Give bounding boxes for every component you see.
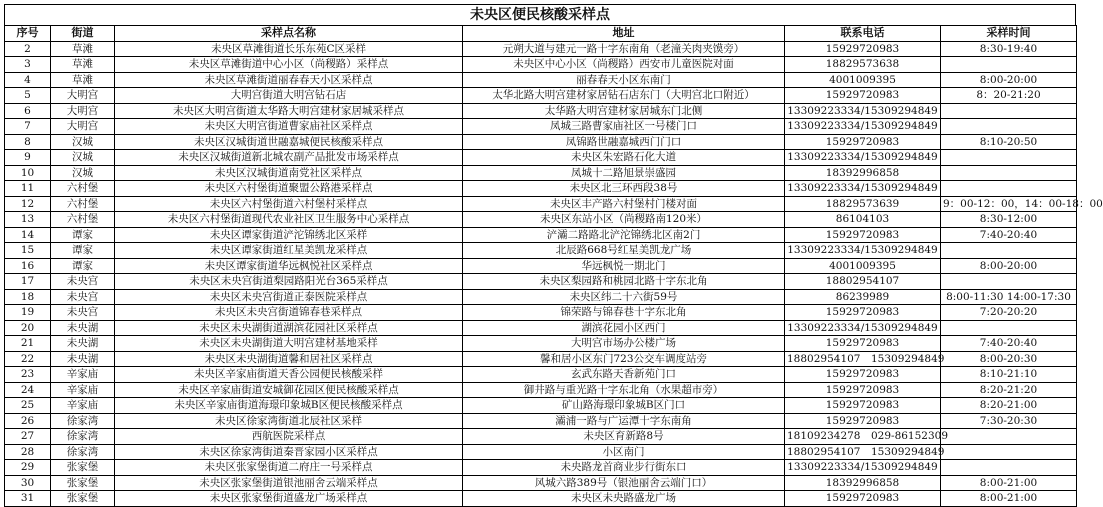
header-index[interactable]: 序号: [5, 26, 51, 42]
cell-index[interactable]: 18: [5, 289, 51, 305]
cell-hours[interactable]: [941, 150, 1077, 166]
cell-phone[interactable]: 15929720983: [785, 305, 941, 321]
table-row: [5, 274, 1077, 290]
cell-site-name[interactable]: 未央区未央湖街道湖滨花园社区采样点: [115, 320, 463, 336]
cell-hours[interactable]: 8:20-21:00: [941, 398, 1077, 414]
table-row: [5, 181, 1077, 197]
cell-phone[interactable]: 15929720983: [785, 413, 941, 429]
cell-hours[interactable]: 8:20-21:20: [941, 382, 1077, 398]
cell-street[interactable]: 未央宫: [51, 305, 115, 321]
cell-index[interactable]: 13: [5, 212, 51, 228]
table-row: [5, 134, 1077, 150]
cell-site-name[interactable]: 未央区辛家庙街道海璟印象城B区便民核酸采样点: [115, 398, 463, 414]
cell-street[interactable]: 六村堡: [51, 181, 115, 197]
cell-phone[interactable]: 15929720983: [785, 88, 941, 104]
header-phone[interactable]: 联系电话: [785, 26, 941, 42]
cell-site-name[interactable]: 未央区草滩街道长乐东苑C区采样: [115, 41, 463, 57]
cell-site-name[interactable]: 西航医院采样点: [115, 429, 463, 445]
cell-hours[interactable]: 8:10-21:10: [941, 367, 1077, 383]
table-row: [5, 289, 1077, 305]
cell-index[interactable]: 31: [5, 491, 51, 507]
cell-address[interactable]: 华远枫悦一期北门: [463, 258, 785, 274]
cell-street[interactable]: 谭家: [51, 258, 115, 274]
cell-street[interactable]: 未央湖: [51, 351, 115, 367]
cell-site-name[interactable]: 未央区未央湖街道大明宫建材基地采样: [115, 336, 463, 352]
cell-phone[interactable]: 86104103: [785, 212, 941, 228]
table-row: [5, 382, 1077, 398]
table-row: [5, 336, 1077, 352]
header-site-name[interactable]: 采样点名称: [115, 26, 463, 42]
cell-address[interactable]: 玄武东路天香新苑门口: [463, 367, 785, 383]
cell-hours[interactable]: 8:30-12:00: [941, 212, 1077, 228]
cell-address[interactable]: 未央区东站小区（尚稷路南120米）: [463, 212, 785, 228]
cell-street[interactable]: 张家堡: [51, 491, 115, 507]
cell-street[interactable]: 徐家湾: [51, 429, 115, 445]
cell-phone[interactable]: 18109234278 029-86152309: [785, 429, 941, 445]
cell-site-name[interactable]: 未央区辛家庙街道安城御花园区便民核酸采样点: [115, 382, 463, 398]
cell-street[interactable]: 六村堡: [51, 196, 115, 212]
table-row: [5, 212, 1077, 228]
cell-address[interactable]: 大明宫市场办公楼广场: [463, 336, 785, 352]
cell-site-name[interactable]: 未央区汉城街道南党社区采样点: [115, 165, 463, 181]
table-row: [5, 243, 1077, 259]
table-row: [5, 305, 1077, 321]
cell-address[interactable]: 未央区丰产路六村堡村门楼对面: [463, 196, 785, 212]
cell-site-name[interactable]: 未央区汉城街道新北城农副产品批发市场采样点: [115, 150, 463, 166]
table-row: [5, 227, 1077, 243]
cell-index[interactable]: 26: [5, 413, 51, 429]
cell-index[interactable]: 21: [5, 336, 51, 352]
cell-index[interactable]: 3: [5, 57, 51, 73]
cell-site-name[interactable]: 未央区谭家街道华远枫悦社区采样点: [115, 258, 463, 274]
cell-index[interactable]: 14: [5, 227, 51, 243]
cell-index[interactable]: 17: [5, 274, 51, 290]
cell-index[interactable]: 7: [5, 119, 51, 135]
cell-hours[interactable]: 8:00-20:30: [941, 351, 1077, 367]
cell-street[interactable]: 张家堡: [51, 475, 115, 491]
cell-address[interactable]: 风城六路389号（银池丽舍云端门口）: [463, 475, 785, 491]
cell-site-name[interactable]: 未央区六村堡街道现代农业社区卫生服务中心采样点: [115, 212, 463, 228]
cell-address[interactable]: 元朔大道与建元一路十字东南角（老潼关肉夹馍旁）: [463, 41, 785, 57]
cell-phone[interactable]: 86239989: [785, 289, 941, 305]
cell-phone[interactable]: 18802954107 15309294849: [785, 351, 941, 367]
cell-phone[interactable]: 4001009395: [785, 72, 941, 88]
cell-phone[interactable]: 15929720983: [785, 491, 941, 507]
cell-phone[interactable]: 15929720983: [785, 134, 941, 150]
cell-phone[interactable]: 4001009395: [785, 258, 941, 274]
cell-street[interactable]: 汉城: [51, 150, 115, 166]
cell-street[interactable]: 大明宫: [51, 119, 115, 135]
cell-address[interactable]: 小区南门: [463, 444, 785, 460]
table-row: [5, 88, 1077, 104]
cell-phone[interactable]: 15929720983: [785, 336, 941, 352]
cell-index[interactable]: 30: [5, 475, 51, 491]
cell-hours[interactable]: [941, 243, 1077, 259]
table-row: [5, 398, 1077, 414]
cell-index[interactable]: 22: [5, 351, 51, 367]
cell-address[interactable]: 未央路龙首商业步行街东口: [463, 460, 785, 476]
cell-address[interactable]: 凤城十二路旭景崇盛园: [463, 165, 785, 181]
cell-site-name[interactable]: 未央区张家堡街道银池丽舍云端采样点: [115, 475, 463, 491]
cell-address[interactable]: 未央区梨园路和桃园北路十字东北角: [463, 274, 785, 290]
spreadsheet: [4, 4, 1103, 507]
table-row: [5, 57, 1077, 73]
sheet-title: 未央区便民核酸采样点: [4, 4, 1076, 25]
cell-index[interactable]: 20: [5, 320, 51, 336]
sampling-points-table: [4, 25, 1103, 507]
header-row: [5, 26, 1077, 42]
cell-street[interactable]: 草滩: [51, 41, 115, 57]
cell-hours[interactable]: [941, 119, 1077, 135]
cell-index[interactable]: 2: [5, 41, 51, 57]
cell-hours[interactable]: 8：20-21:20: [941, 88, 1077, 104]
cell-address[interactable]: 锦荣路与锦春巷十字东北角: [463, 305, 785, 321]
cell-street[interactable]: 汉城: [51, 165, 115, 181]
cell-phone[interactable]: 18802954107 15309294849: [785, 444, 941, 460]
cell-index[interactable]: 16: [5, 258, 51, 274]
cell-phone[interactable]: 18829573638: [785, 57, 941, 73]
cell-index[interactable]: 9: [5, 150, 51, 166]
cell-address[interactable]: 浐灞二路路北浐沱锦绣北区南2门: [463, 227, 785, 243]
cell-street[interactable]: 徐家湾: [51, 444, 115, 460]
cell-hours[interactable]: [941, 429, 1077, 445]
cell-hours[interactable]: [941, 181, 1077, 197]
cell-site-name[interactable]: 未央区六村堡街道聚盟公路港采样点: [115, 181, 463, 197]
cell-site-name[interactable]: 未央区草滩街道中心小区（尚稷路）采样点: [115, 57, 463, 73]
cell-street[interactable]: 草滩: [51, 72, 115, 88]
cell-index[interactable]: 5: [5, 88, 51, 104]
cell-street[interactable]: 张家堡: [51, 460, 115, 476]
cell-index[interactable]: 12: [5, 196, 51, 212]
cell-site-name[interactable]: 未央区未央宫街道锦春巷采样点: [115, 305, 463, 321]
cell-site-name[interactable]: 未央区汉城街道世融嘉城便民核酸采样点: [115, 134, 463, 150]
table-row: [5, 429, 1077, 445]
cell-site-name[interactable]: 未央区谭家街道红星美凯龙采样点: [115, 243, 463, 259]
header-address[interactable]: 地址: [463, 26, 785, 42]
cell-address[interactable]: 凤城三路曹家庙社区一号楼门口: [463, 119, 785, 135]
header-street[interactable]: 街道: [51, 26, 115, 42]
cell-index[interactable]: 4: [5, 72, 51, 88]
cell-hours[interactable]: 7:30-20:30: [941, 413, 1077, 429]
cell-site-name[interactable]: 未央区谭家街道浐沱锦绣北区采样: [115, 227, 463, 243]
cell-phone[interactable]: 13309223334/15309294849: [785, 320, 941, 336]
table-row: [5, 351, 1077, 367]
cell-phone[interactable]: 15929720983: [785, 367, 941, 383]
cell-hours[interactable]: [941, 165, 1077, 181]
table-row: [5, 41, 1077, 57]
table-row: [5, 413, 1077, 429]
cell-street[interactable]: 六村堡: [51, 212, 115, 228]
table-row: [5, 119, 1077, 135]
table-row: [5, 165, 1077, 181]
cell-site-name[interactable]: 未央区未央宫街道梨园路阳光台365采样点: [115, 274, 463, 290]
cell-site-name[interactable]: 未央区未央宫街道正泰医院采样点: [115, 289, 463, 305]
cell-street[interactable]: 草滩: [51, 57, 115, 73]
table-row: [5, 196, 1077, 212]
cell-hours[interactable]: 8:00-20:00: [941, 72, 1077, 88]
cell-street[interactable]: 未央湖: [51, 336, 115, 352]
cell-index[interactable]: 27: [5, 429, 51, 445]
cell-address[interactable]: 北辰路668号红星美凯龙广场: [463, 243, 785, 259]
cell-phone[interactable]: 15929720983: [785, 382, 941, 398]
cell-phone[interactable]: 15929720983: [785, 398, 941, 414]
header-hours[interactable]: 采样时间: [941, 26, 1077, 42]
cell-hours[interactable]: [941, 57, 1077, 73]
cell-phone[interactable]: 18829573639: [785, 196, 941, 212]
cell-address[interactable]: 御井路与重光路十字东北角（水果超市旁）: [463, 382, 785, 398]
table-row: [5, 367, 1077, 383]
cell-phone[interactable]: 13309223334/15309294849: [785, 181, 941, 197]
cell-address[interactable]: 未央区育新路8号: [463, 429, 785, 445]
cell-hours[interactable]: [941, 103, 1077, 119]
table-row: [5, 475, 1077, 491]
cell-address[interactable]: 矿山路海璟印象城B区门口: [463, 398, 785, 414]
table-row: [5, 320, 1077, 336]
cell-address[interactable]: 馨和居小区东门723公交车调度站旁: [463, 351, 785, 367]
cell-address[interactable]: 未央区未央路盛龙广场: [463, 491, 785, 507]
cell-phone[interactable]: 18392996858: [785, 475, 941, 491]
cell-index[interactable]: 15: [5, 243, 51, 259]
cell-street[interactable]: 辛家庙: [51, 367, 115, 383]
cell-site-name[interactable]: 未央区徐家湾街道秦晋家园小区采样点: [115, 444, 463, 460]
cell-street[interactable]: 未央宫: [51, 289, 115, 305]
cell-index[interactable]: 28: [5, 444, 51, 460]
cell-address[interactable]: 凤锦路世融嘉城西门门口: [463, 134, 785, 150]
cell-street[interactable]: 汉城: [51, 134, 115, 150]
table-row: [5, 150, 1077, 166]
table-row: [5, 258, 1077, 274]
cell-hours[interactable]: [941, 320, 1077, 336]
cell-hours[interactable]: 9：00-12：00，14：00-18：00: [941, 196, 1077, 212]
table-body: [5, 41, 1103, 506]
cell-hours[interactable]: 7:20-20:20: [941, 305, 1077, 321]
cell-hours[interactable]: 7:40-20:40: [941, 227, 1077, 243]
cell-address[interactable]: 未央区北三环西段38号: [463, 181, 785, 197]
cell-hours[interactable]: 8:00-20:00: [941, 258, 1077, 274]
cell-street[interactable]: 辛家庙: [51, 398, 115, 414]
cell-street[interactable]: 谭家: [51, 227, 115, 243]
cell-hours[interactable]: [941, 444, 1077, 460]
cell-street[interactable]: 未央宫: [51, 274, 115, 290]
cell-address[interactable]: 丽春春天小区东南门: [463, 72, 785, 88]
cell-address[interactable]: 灞浦一路与广运潭十字东南角: [463, 413, 785, 429]
cell-index[interactable]: 10: [5, 165, 51, 181]
cell-phone[interactable]: 18802954107: [785, 274, 941, 290]
cell-street[interactable]: 徐家湾: [51, 413, 115, 429]
cell-index[interactable]: 24: [5, 382, 51, 398]
cell-index[interactable]: 23: [5, 367, 51, 383]
cell-site-name[interactable]: 未央区六村堡街道六村堡村采样点: [115, 196, 463, 212]
cell-site-name[interactable]: 未央区张家堡街道二府庄一号采样点: [115, 460, 463, 476]
cell-site-name[interactable]: 大明宫街道大明宫钻石店: [115, 88, 463, 104]
cell-site-name[interactable]: 未央区辛家庙街道天香公园便民核酸采样: [115, 367, 463, 383]
cell-phone[interactable]: 13309223334/15309294849: [785, 243, 941, 259]
cell-index[interactable]: 8: [5, 134, 51, 150]
cell-hours[interactable]: 8:30-19:40: [941, 41, 1077, 57]
cell-index[interactable]: 29: [5, 460, 51, 476]
cell-hours[interactable]: 8:00-21:00: [941, 475, 1077, 491]
cell-phone[interactable]: 15929720983: [785, 227, 941, 243]
cell-street[interactable]: 大明宫: [51, 88, 115, 104]
cell-hours[interactable]: [941, 274, 1077, 290]
table-row: [5, 103, 1077, 119]
table-row: [5, 491, 1077, 507]
table-row: [5, 460, 1077, 476]
cell-address[interactable]: 太华路大明宫建材家居城东门北侧: [463, 103, 785, 119]
cell-index[interactable]: 19: [5, 305, 51, 321]
cell-hours[interactable]: [941, 460, 1077, 476]
cell-site-name[interactable]: 未央区张家堡街道盛龙广场采样点: [115, 491, 463, 507]
cell-site-name[interactable]: 未央区大明宫街道太华路大明宫建材家居城采样点: [115, 103, 463, 119]
cell-street[interactable]: 谭家: [51, 243, 115, 259]
table-row: [5, 72, 1077, 88]
cell-address[interactable]: 太华北路大明宫建材家居钻石店东门（大明宫北口附近）: [463, 88, 785, 104]
cell-site-name[interactable]: 未央区草滩街道丽春春天小区采样点: [115, 72, 463, 88]
cell-phone[interactable]: 13309223334/15309294849: [785, 150, 941, 166]
cell-address[interactable]: 未央区中心小区（尚稷路）西安市儿童医院对面: [463, 57, 785, 73]
cell-hours[interactable]: 8:00-21:00: [941, 491, 1077, 507]
cell-phone[interactable]: 13309223334/15309294849: [785, 103, 941, 119]
cell-phone[interactable]: 18392996858: [785, 165, 941, 181]
cell-index[interactable]: 6: [5, 103, 51, 119]
cell-phone[interactable]: 15929720983: [785, 41, 941, 57]
cell-site-name[interactable]: 未央区未央湖街道馨和居社区采样点: [115, 351, 463, 367]
table-row: [5, 444, 1077, 460]
cell-address[interactable]: 未央区纬二十六街59号: [463, 289, 785, 305]
cell-hours[interactable]: 8:00-11:30 14:00-17:30: [941, 289, 1077, 305]
cell-street[interactable]: 辛家庙: [51, 382, 115, 398]
cell-site-name[interactable]: 未央区徐家湾街道北辰社区采样: [115, 413, 463, 429]
cell-street[interactable]: 大明宫: [51, 103, 115, 119]
cell-index[interactable]: 25: [5, 398, 51, 414]
cell-phone[interactable]: 13309223334/15309294849: [785, 460, 941, 476]
cell-index[interactable]: 11: [5, 181, 51, 197]
cell-street[interactable]: 未央湖: [51, 320, 115, 336]
cell-site-name[interactable]: 未央区大明宫街道曹家庙社区采样点: [115, 119, 463, 135]
cell-address[interactable]: 未央区朱宏路石化大道: [463, 150, 785, 166]
cell-phone[interactable]: 13309223334/15309294849: [785, 119, 941, 135]
cell-address[interactable]: 湖滨花园小区西门: [463, 320, 785, 336]
cell-hours[interactable]: 8:10-20:50: [941, 134, 1077, 150]
cell-hours[interactable]: 7:40-20:40: [941, 336, 1077, 352]
